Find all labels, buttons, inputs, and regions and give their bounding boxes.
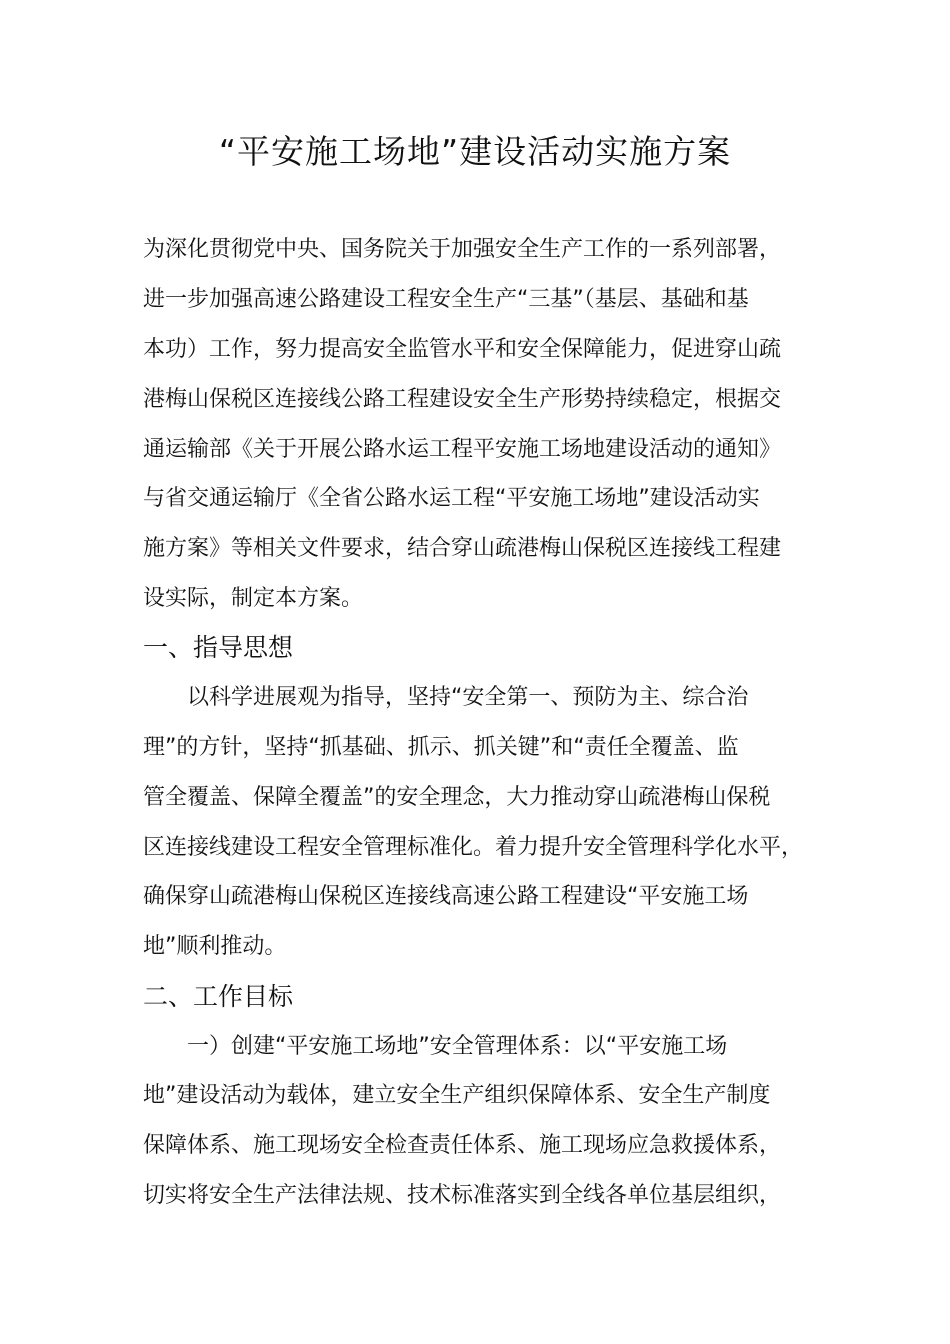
paragraph-line: 设实际，制定本方案。 [143,586,364,611]
document-title: “平安施工场地”建设活动实施方案 [218,132,732,171]
paragraph-line: 为深化贯彻党中央、国务院关于加强安全生产工作的一系列部署， [143,237,782,262]
paragraph-line: 管全覆盖、保障全覆盖”的安全理念，大力推动穿山疏港梅山保税 [143,785,771,810]
paragraph-line: 本功）工作，努力提高安全监管水平和安全保障能力，促进穿山疏 [143,337,782,362]
paragraph-line: 理”的方针，坚持“抓基础、抓示、抓关键”和“责任全覆盖、监 [143,735,739,760]
paragraph-line: 一）创建“平安施工场地”安全管理体系：以“平安施工场 [187,1034,728,1059]
section-heading-guiding-ideology: 一、指导思想 [143,633,294,662]
paragraph-line: 通运输部《关于开展公路水运工程平安施工场地建设活动的通知》 [143,437,782,462]
paragraph-line: 以科学进展观为指导，坚持“安全第一、预防为主、综合治 [187,685,749,710]
paragraph-line: 施方案》等相关文件要求，结合穿山疏港梅山保税区连接线工程建 [143,536,782,561]
paragraph-line: 与省交通运输厅《全省公路水运工程“平安施工场地”建设活动实 [143,486,760,511]
paragraph-line: 保障体系、施工现场安全检查责任体系、施工现场应急救援体系， [143,1133,782,1158]
section-heading-work-goals: 二、工作目标 [143,982,294,1011]
paragraph-line: 港梅山保税区连接线公路工程建设安全生产形势持续稳定，根据交 [143,387,782,412]
paragraph-line: 确保穿山疏港梅山保税区连接线高速公路工程建设“平安施工场 [143,884,749,909]
paragraph-line: 区连接线建设工程安全管理标准化。着力提升安全管理科学化水平， [143,835,804,860]
paragraph-line: 地”顺利推动。 [143,934,287,959]
paragraph-line: 进一步加强高速公路建设工程安全生产“三基”（基层、基础和基 [143,287,749,312]
paragraph-line: 切实将安全生产法律法规、技术标准落实到全线各单位基层组织， [143,1183,782,1208]
paragraph-line: 地”建设活动为载体，建立安全生产组织保障体系、安全生产制度 [143,1083,771,1108]
